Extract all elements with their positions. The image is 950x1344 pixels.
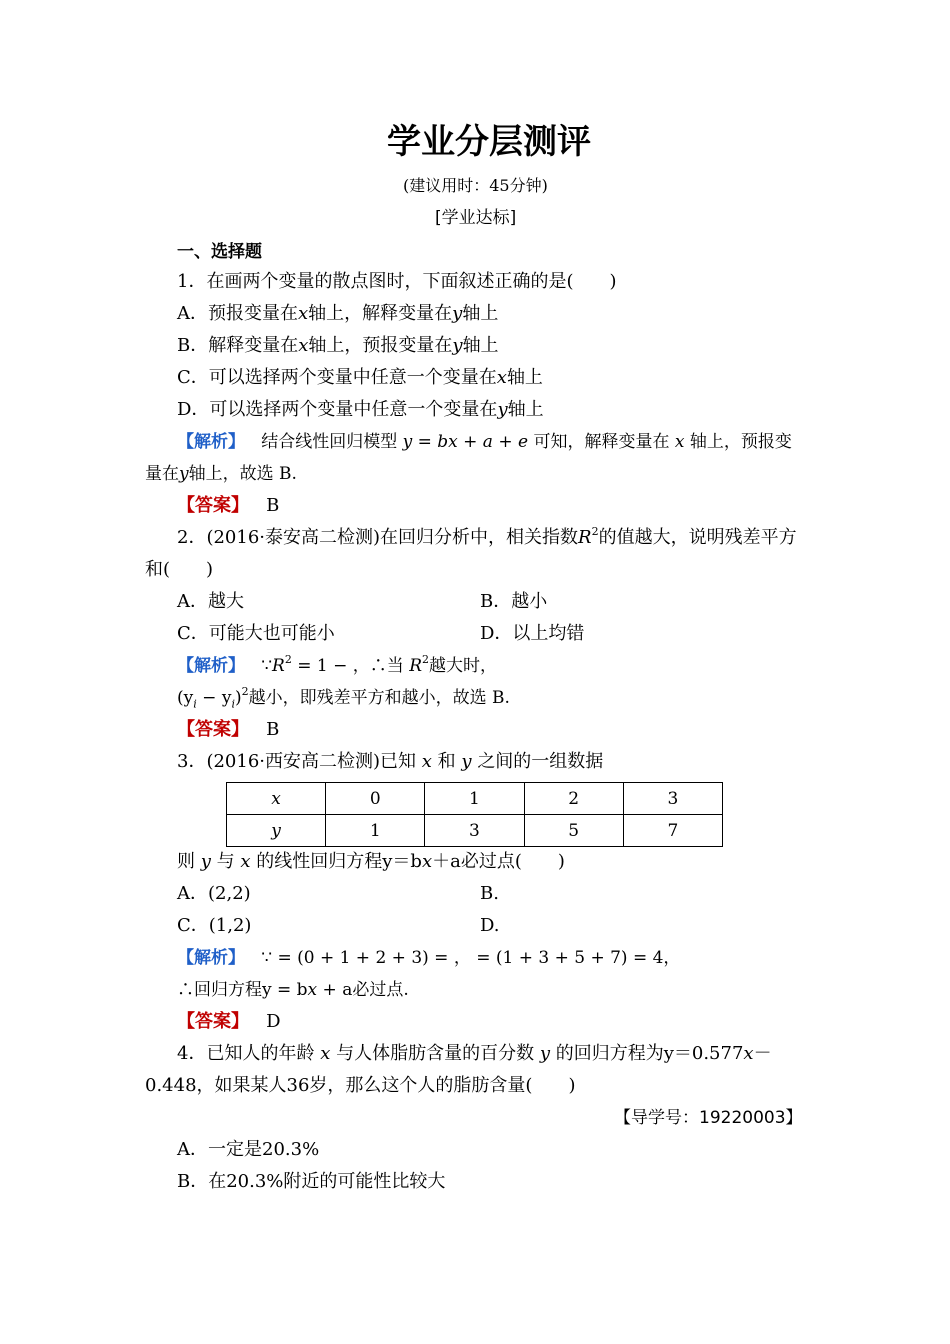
q4-option-a: A．一定是20.3% xyxy=(177,1139,320,1160)
q2-stem: 2．(2016·泰安高二检测)在回归分析中，相关指数$R^2$的值越大，说明残差平方 xyxy=(177,525,797,548)
q4-stem: 4．已知人的年龄 x 与人体脂肪含量的百分数 y 的回归方程为y＝0.577x－ xyxy=(177,1043,772,1064)
page-title: 学业分层测评 xyxy=(387,122,591,162)
q2-stem-line2: 和( ) xyxy=(145,559,214,580)
q3-option-c: C．(1,2) xyxy=(177,915,252,936)
q2-answer: 【答案】 B xyxy=(177,719,280,740)
analysis-tag: 【解析】 xyxy=(177,656,245,676)
q1-option-a: A．预报变量在x轴上，解释变量在y轴上 xyxy=(177,303,499,324)
section-heading: 一、选择题 xyxy=(177,242,262,262)
guide-number: 【导学号：19220003】 xyxy=(614,1108,803,1128)
answer-tag: 【答案】 xyxy=(177,1011,249,1032)
q3-stem: 3．(2016·西安高二检测)已知 x 和 y 之间的一组数据 xyxy=(177,751,604,772)
analysis-tag: 【解析】 xyxy=(177,432,245,452)
table-cell: 5 xyxy=(524,815,623,847)
q2-option-d: D．以上均错 xyxy=(480,623,585,644)
table-cell: 0 xyxy=(326,783,425,815)
q3-answer: 【答案】 D xyxy=(177,1011,281,1032)
table-row xyxy=(227,815,723,847)
answer-tag: 【答案】 xyxy=(177,719,249,740)
q3-option-a: A．(2,2) xyxy=(177,883,251,904)
q3-analysis-line2: ∴回归方程y = bx + a必过点. xyxy=(177,980,409,1000)
q4-stem-line2: 0.448，如果某人36岁，那么这个人的脂肪含量( ) xyxy=(145,1075,576,1096)
section-tag: [学业达标] xyxy=(435,208,517,228)
q1-stem: 1．在画两个变量的散点图时，下面叙述正确的是( ) xyxy=(177,271,617,292)
q2-option-b: B．越小 xyxy=(480,591,548,612)
table-cell: 7 xyxy=(623,815,722,847)
table-cell: 2 xyxy=(524,783,623,815)
table-row xyxy=(227,783,723,815)
q1-option-c: C．可以选择两个变量中任意一个变量在x轴上 xyxy=(177,367,543,388)
q3-option-d: D. xyxy=(480,915,500,936)
q2-analysis-line1: 【解析】 $\because R^2 = 1$ − ，∴当 $R^2$越大时， xyxy=(177,653,497,676)
q3-stem-line2: 则 y 与 x 的线性回归方程y＝bx＋a必过点( ) xyxy=(177,851,565,872)
q1-analysis-line1: 【解析】 结合线性回归模型 y = bx + a + e 可知，解释变量在 x 轴上，预报变 xyxy=(177,432,792,452)
q1-option-d: D．可以选择两个变量中任意一个变量在y轴上 xyxy=(177,399,544,420)
table-cell: 3 xyxy=(623,783,722,815)
q2-option-a: A．越大 xyxy=(177,591,244,612)
q3-option-b: B. xyxy=(480,883,499,904)
answer-tag: 【答案】 xyxy=(177,495,249,516)
q1-option-b: B．解释变量在x轴上，预报变量在y轴上 xyxy=(177,335,499,356)
data-table xyxy=(226,782,723,847)
q3-analysis-line1: 【解析】 ∵ = (0 + 1 + 2 + 3) = ， = (1 + 3 + 5 + 7) = 4， xyxy=(177,948,681,968)
q2-analysis-line2: $(y_i - y_i)^2$越小，即残差平方和越小，故选 B. xyxy=(177,685,510,711)
q1-analysis-line2: 量在y轴上，故选 B. xyxy=(145,464,297,484)
table-cell: 1 xyxy=(425,783,524,815)
q1-answer: 【答案】 B xyxy=(177,495,280,516)
table-cell: 3 xyxy=(425,815,524,847)
time-hint: (建议用时：45分钟) xyxy=(403,176,548,195)
table-cell: y xyxy=(227,815,326,847)
analysis-tag: 【解析】 xyxy=(177,948,245,968)
table-cell: 1 xyxy=(326,815,425,847)
q4-option-b: B．在20.3%附近的可能性比较大 xyxy=(177,1171,446,1192)
q2-option-c: C．可能大也可能小 xyxy=(177,623,335,644)
table-cell: x xyxy=(227,783,326,815)
